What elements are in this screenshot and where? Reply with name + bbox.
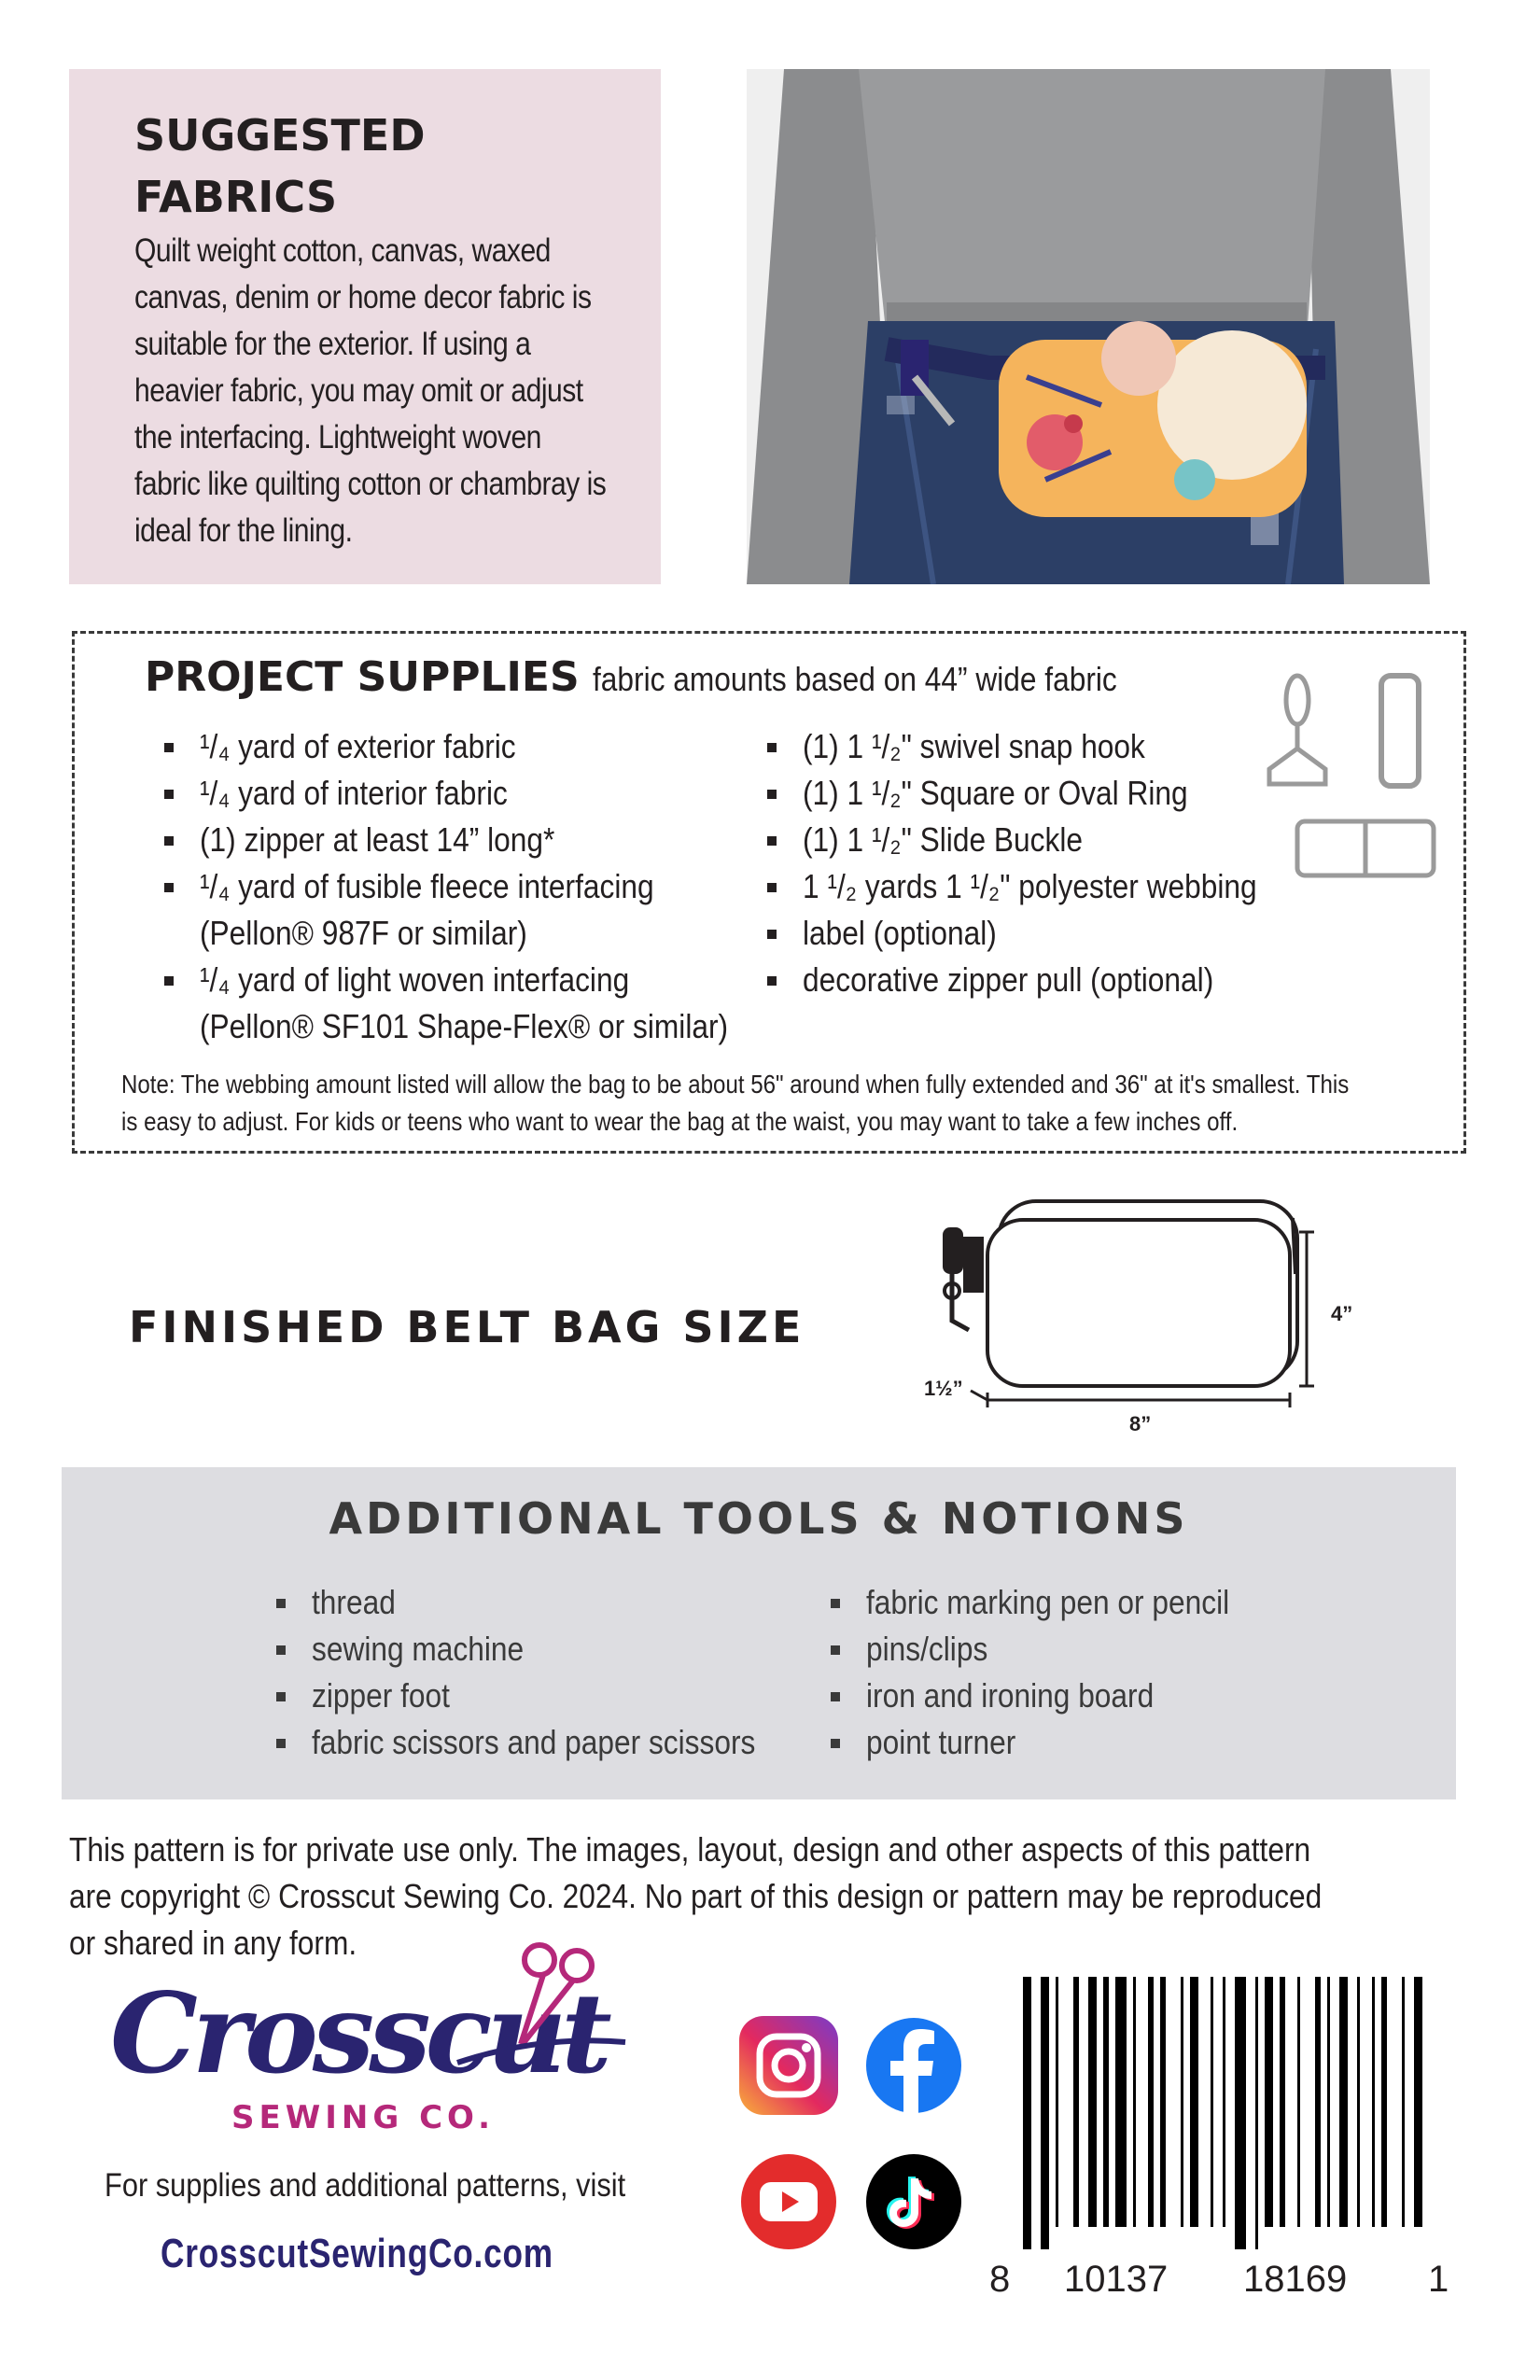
website-link[interactable]: CrosscutSewingCo.com — [161, 2231, 553, 2276]
list-item: point turner — [827, 1719, 1279, 1766]
barcode-bar — [1088, 1977, 1097, 2227]
list-item: zipper foot — [273, 1673, 816, 1719]
tools-list-right — [827, 1579, 1279, 1766]
logo-wordmark: Crosscut — [110, 1968, 607, 2098]
height-label: 4” — [1331, 1302, 1353, 1325]
tools-title: ADDITIONAL TOOLS & NOTIONS — [329, 1493, 1189, 1544]
barcode-bar — [1211, 1977, 1213, 2227]
list-item: fabric marking pen or pencil — [827, 1579, 1279, 1626]
barcode-bar — [1381, 1977, 1387, 2227]
barcode-bar — [1327, 1977, 1330, 2227]
suggested-fabrics-panel — [69, 69, 661, 584]
barcode-bar — [1148, 1977, 1154, 2227]
crosscut-logo — [103, 1932, 644, 2147]
supplies-note: Note: The webbing amount listed will allow the bag to be about 56" around when fully extended and 36" at it's smallest. This is easy to adjust. For kids or teens who want to wear the bag at the waist, you may want to take a few inches off. — [121, 1070, 1350, 1136]
supplies-list-left — [161, 723, 800, 1050]
barcode-digit-group-1: 10137 — [1064, 2259, 1169, 2300]
barcode-bar — [1056, 1977, 1058, 2227]
tools-list-left — [273, 1579, 816, 1766]
barcode-bar — [1181, 1977, 1183, 2227]
supplies-list-right — [763, 723, 1319, 1003]
barcode-bar — [1280, 1977, 1285, 2227]
list-item: 1 ¹/₂ yards 1 ¹/₂" polyester webbing — [763, 863, 1319, 910]
youtube-icon[interactable] — [739, 2152, 838, 2251]
snap-hook-icon — [1269, 676, 1325, 784]
barcode-bar — [1235, 1977, 1246, 2249]
list-item: decorative zipper pull (optional) — [763, 957, 1319, 1003]
project-supplies-title: PROJECT SUPPLIES — [145, 653, 580, 701]
barcode-digit-1: 8 — [989, 2259, 1011, 2300]
barcode-bar — [1265, 1977, 1273, 2227]
copyright-notice: This pattern is for private use only. The images, layout, design and other aspects of this pattern are copyright © Crosscut Sewing Co. 2024. No part of this design or pattern may be reproduced or shared in any form. — [69, 1830, 1323, 1962]
list-item: (1) 1 ¹/₂" Slide Buckle — [763, 817, 1319, 863]
barcode-digit-group-2: 18169 — [1243, 2259, 1348, 2300]
list-item: (1) 1 ¹/₂" swivel snap hook — [763, 723, 1319, 770]
barcode-bar — [1190, 1977, 1198, 2227]
hardware-illustration — [1260, 665, 1447, 879]
barcode — [1019, 1977, 1430, 2257]
barcode-bar — [1160, 1977, 1166, 2227]
logo-subtitle: SEWING CO. — [231, 2099, 496, 2136]
barcode-bar — [1223, 1977, 1225, 2227]
barcode-bar — [1414, 1977, 1422, 2227]
oval-ring-icon — [1381, 676, 1419, 786]
barcode-digit-2: 1 — [1428, 2259, 1449, 2300]
suggested-fabrics-text: Quilt weight cotton, canvas, waxed canvas, denim or home decor fabric is suitable for the exterior. If using a heavier fabric, you may omit or adjust the interfacing. Lightweight woven fabric like quilting cotton or chambray is ideal for the lining. — [134, 232, 607, 549]
barcode-bar — [1339, 1977, 1348, 2227]
barcode-bar — [1041, 1977, 1049, 2249]
barcode-bar — [1115, 1977, 1127, 2227]
list-item: ¹/₄ yard of interior fabric — [161, 770, 800, 817]
list-item: pins/clips — [827, 1626, 1279, 1673]
suggested-fabrics-title: SUGGESTED FABRICS — [134, 110, 426, 222]
slide-buckle-icon — [1297, 821, 1434, 875]
list-item: (1) 1 ¹/₂" Square or Oval Ring — [763, 770, 1319, 817]
list-item: iron and ironing board — [827, 1673, 1279, 1719]
finished-size-title: FINISHED BELT BAG SIZE — [129, 1302, 805, 1352]
visit-text: For supplies and additional patterns, visit — [105, 2167, 626, 2204]
list-item: ¹/₄ yard of fusible fleece interfacing (Pellon® 987F or similar) — [161, 863, 800, 957]
facebook-icon[interactable] — [864, 2016, 963, 2115]
instagram-icon[interactable] — [739, 2016, 838, 2115]
list-item: (1) zipper at least 14” long* — [161, 817, 800, 863]
barcode-bar — [1073, 1977, 1079, 2227]
list-item: fabric scissors and paper scissors — [273, 1719, 816, 1766]
barcode-bar — [1372, 1977, 1375, 2227]
tiktok-icon[interactable] — [864, 2152, 963, 2251]
barcode-bar — [1023, 1977, 1031, 2249]
barcode-bar — [1133, 1977, 1136, 2227]
barcode-bar — [1402, 1977, 1405, 2227]
list-item: ¹/₄ yard of exterior fabric — [161, 723, 800, 770]
list-item: ¹/₄ yard of light woven interfacing (Pellon® SF101 Shape-Flex® or similar) — [161, 957, 800, 1050]
depth-label: 1½” — [924, 1377, 963, 1400]
project-supplies-subtitle: fabric amounts based on 44” wide fabric — [592, 660, 1117, 698]
belt-bag-photo — [747, 69, 1430, 584]
barcode-bar — [1357, 1977, 1360, 2227]
barcode-bar — [1315, 1977, 1321, 2227]
list-item: label (optional) — [763, 910, 1319, 957]
list-item: sewing machine — [273, 1626, 816, 1673]
width-label: 8” — [1129, 1412, 1152, 1435]
barcode-bar — [1103, 1977, 1109, 2227]
barcode-bar — [1297, 1977, 1300, 2227]
project-supplies-header — [145, 653, 1188, 701]
barcode-bar — [1255, 1977, 1258, 2249]
bag-size-diagram — [896, 1199, 1381, 1442]
list-item: thread — [273, 1579, 816, 1626]
